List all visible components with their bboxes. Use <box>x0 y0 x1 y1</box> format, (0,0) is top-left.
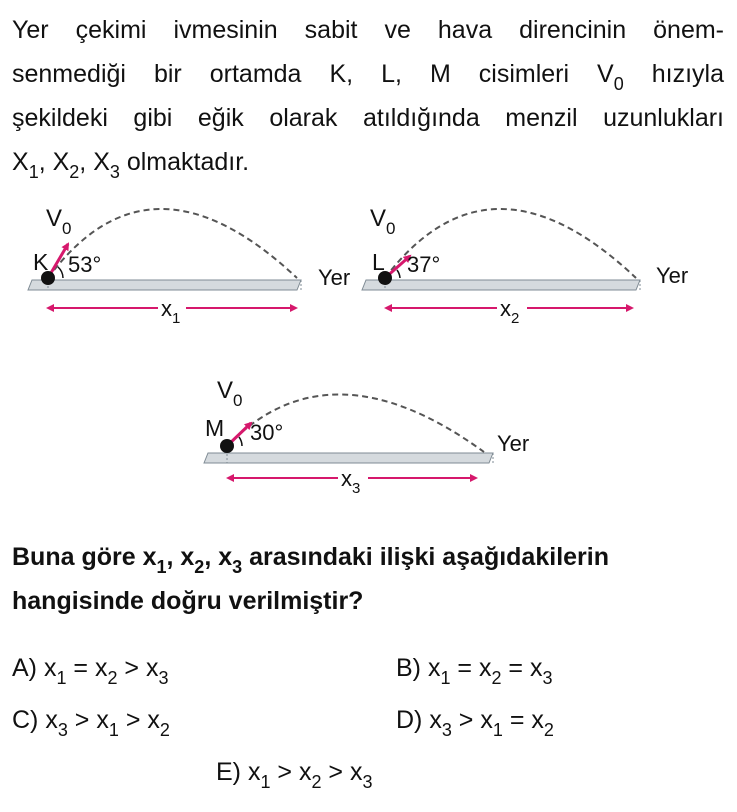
ground-l <box>362 280 640 290</box>
angle-label-m: 30° <box>250 420 284 445</box>
v-label-m: $V_0$ <box>217 377 243 410</box>
intro-line-4: $X_1$, $X_2$, $X_3$ olmaktadır. <box>12 148 250 183</box>
figure-k <box>28 205 350 327</box>
ground-label-l: Yer <box>656 263 689 288</box>
ground-m <box>204 453 493 463</box>
object-label-k: K <box>33 249 49 275</box>
ground-label-m: Yer <box>497 431 530 456</box>
ground-label-k: Yer <box>318 265 351 290</box>
intro-line-3: şekildeki gibi eğik olarak atıldığında menzil uzunlukları <box>12 104 724 132</box>
v-label-k: $V_0$ <box>46 205 72 238</box>
range-label-m: $x_3$ <box>341 466 361 497</box>
option-c[interactable]: C) $x_3 > x_1 > x_2$ <box>12 706 170 741</box>
option-d[interactable]: D) $x_3 > x_1 = x_2$ <box>396 706 554 741</box>
option-e[interactable]: E) $x_1 > x_2 > x_3$ <box>216 758 373 793</box>
range-label-k: $x_1$ <box>161 296 181 327</box>
figure-l <box>362 205 688 327</box>
question-text <box>12 535 724 623</box>
question-line-1: Buna göre $x_1$, $x_2$, $x_3$ arasındaki ilişki aşağıdakilerin <box>12 543 609 578</box>
object-label-m: M <box>205 415 225 441</box>
angle-label-k: 53° <box>68 252 102 277</box>
option-a[interactable]: A) $x_1 = x_2 > x_3$ <box>12 654 169 689</box>
figure-m <box>204 377 529 497</box>
intro-line-1: Yer çekimi ivmesinin sabit ve hava direncinin önem- <box>12 16 724 44</box>
object-label-l: L <box>372 249 385 275</box>
v-label-l: $V_0$ <box>370 205 396 238</box>
angle-label-l: 37° <box>407 252 441 277</box>
range-label-l: $x_2$ <box>500 296 520 327</box>
question-line-2: hangisinde doğru verilmiştir? <box>12 587 364 615</box>
object-m <box>220 439 234 453</box>
intro-line-2: senmediği bir ortamda K, L, M cisimleri $V_0$ hızıyla <box>12 60 725 95</box>
option-b[interactable]: B) $x_1 = x_2 = x_3$ <box>396 654 553 689</box>
ground-k <box>28 280 301 290</box>
